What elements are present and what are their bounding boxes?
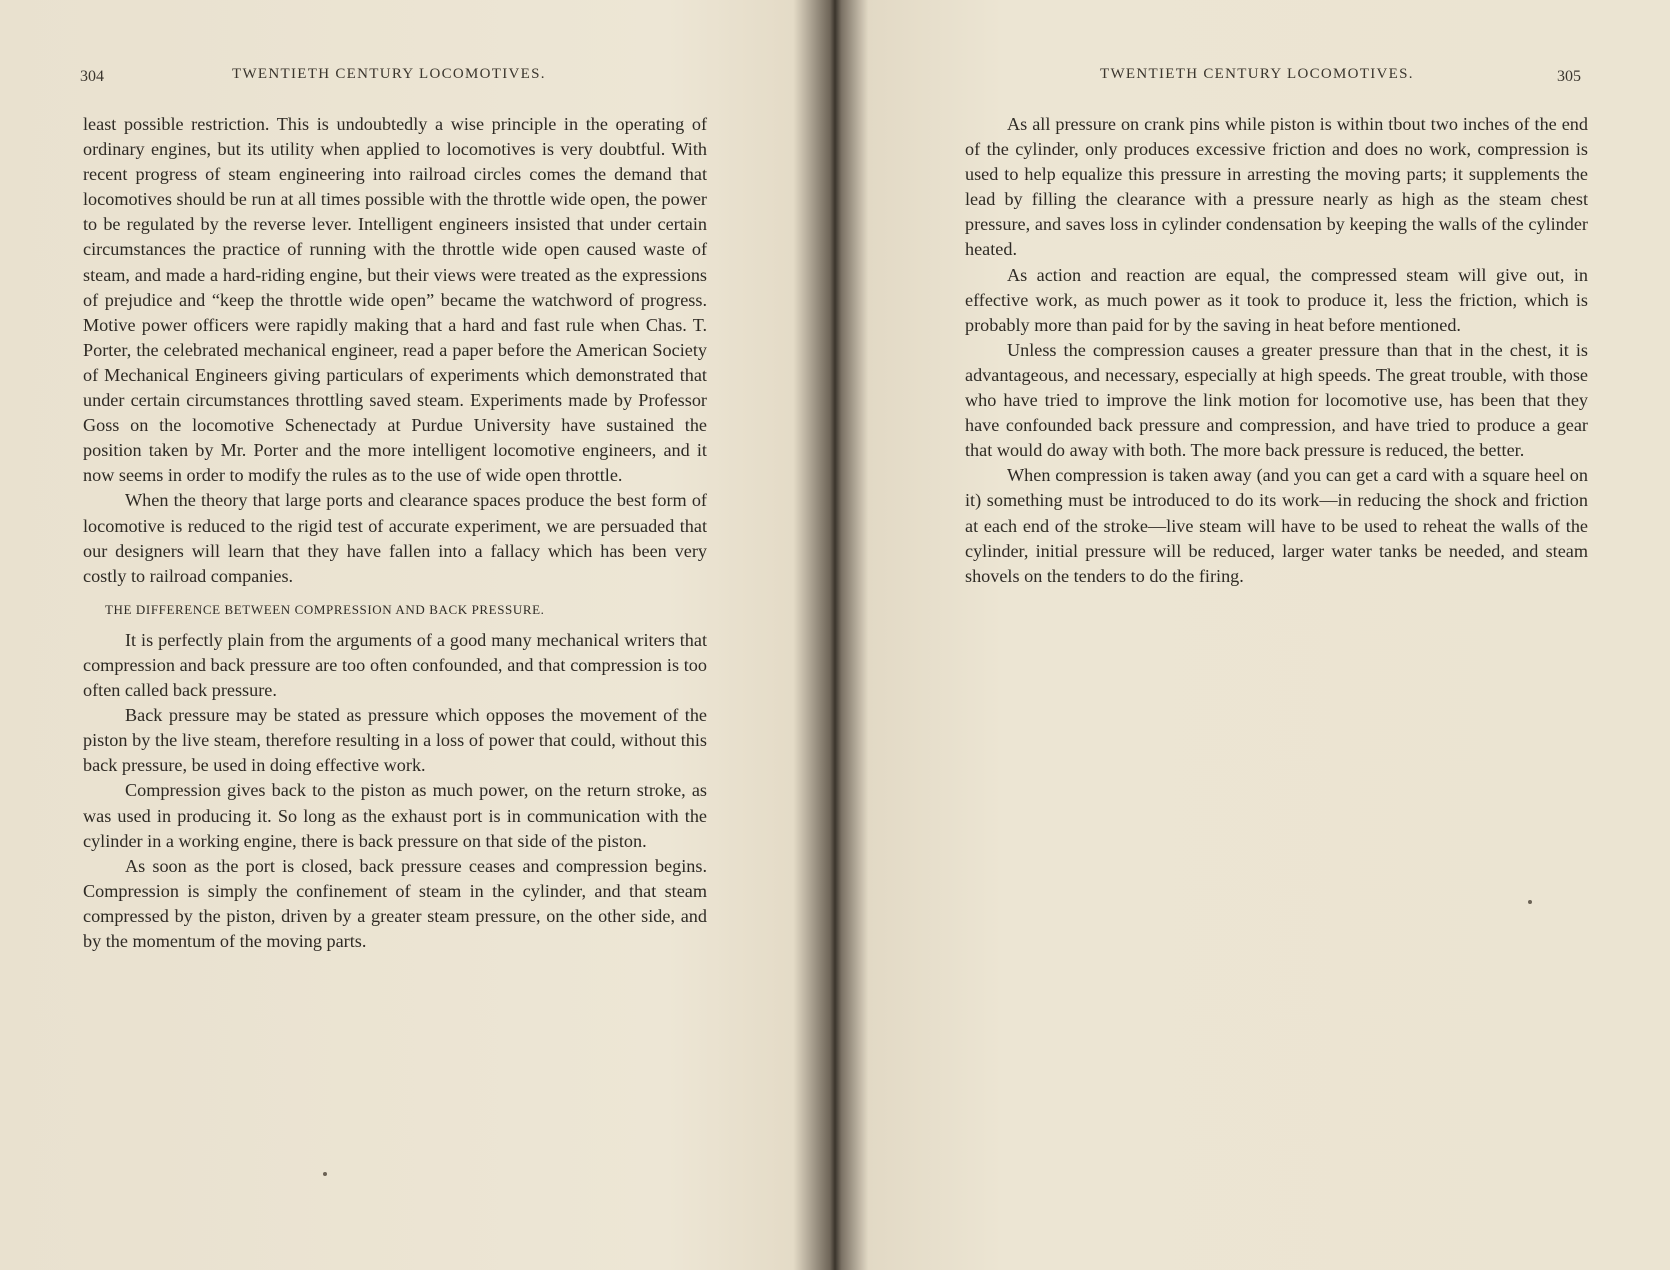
paper-speck [1528, 900, 1532, 904]
section-heading: THE DIFFERENCE BETWEEN COMPRESSION AND BACK PRESSURE. [105, 601, 545, 617]
running-head: TWENTIETH CENTURY LOCOMOTIVES. [1100, 66, 1414, 82]
right-page [845, 0, 1670, 1270]
paragraph: As all pressure on crank pins while piston is within tbout two inches of the end of the cylinder, only produces excessive friction and does no work, compression is used to help equalize this pressure in arresting the moving parts; it supplements the lead by filling the clearance with a pressure nearly as high as the steam chest pressure, and saves loss in cylinder condensation by keeping the walls of the cylinder heated. [965, 114, 1588, 260]
paragraph: Compression gives back to the piston as much power, on the return stroke, as was used in producing it. So long as the exhaust port is in communication with the cylinder in a working engine, there is back pressure on that side of the piston. [83, 780, 707, 851]
paragraph: As action and reaction are equal, the compressed steam will give out, in effective work, as much power as it took to produce it, less the friction, which is probably more than paid for by the saving in heat before mentioned. [965, 264, 1588, 335]
paragraph: When the theory that large ports and clearance spaces produce the best form of locomotive is reduced to the rigid test of accurate experiment, we are persuaded that our designers will learn that they have fallen into a fallacy which has been very costly to railroad companies. [83, 490, 707, 586]
page-number: 304 [80, 68, 104, 85]
paragraph: Back pressure may be stated as pressure which opposes the movement of the piston by the live steam, therefore resulting in a loss of power that could, without this back pressure, be used in doing effective work. [83, 705, 707, 776]
left-page [0, 0, 820, 1270]
paragraph: Unless the compression causes a greater pressure than that in the chest, it is advantageous, and necessary, especially at high speeds. The great trouble, with those who have tried to improve the link motion for locomotive use, has been that they have confounded back pressure and compression, and have tried to produce a gear that would do away with both. The more back pressure is reduced, the better. [965, 339, 1588, 461]
paper-speck [323, 1172, 327, 1176]
page-number: 305 [1557, 68, 1581, 85]
running-head: TWENTIETH CENTURY LOCOMOTIVES. [232, 66, 546, 82]
paragraph: It is perfectly plain from the arguments of a good many mechanical writers that compression and back pressure are too often confounded, and that compression is too often called back pressure. [83, 629, 707, 701]
paragraph: As soon as the port is closed, back pressure ceases and compression begins. Compression is simply the confinement of steam in the cylinder, and that steam compressed by the piston, driven by a greater steam pressure, on the other side, and by the momentum of the moving parts. [83, 855, 707, 951]
paragraph: least possible restriction. This is undoubtedly a wise principle in the operating of ordinary engines, but its utility when applied to locomotives is very doubtful. With recent progress of steam engineering into railroad circles comes the demand that locomotives should be run at all times possible with the throttle wide open, the power to be regulated by the reverse lever. Intelligent engineers insisted that under certain circumstances the practice of running with the throttle wide open caused waste of steam, and made a hard-riding engine, but their views were treated as the expressions of prejudice and “keep the throttle wide open” became the watchword of progress. Motive power officers were rapidly making that a hard and fast rule when Chas. T. Porter, the celebrated mechanical engineer, read a paper before the American Society of Mechanical Engineers giving particulars of experiments which demonstrated that under certain circumstances throttling saved steam. Experiments made by Professor Goss on the locomotive Schenectady at Purdue University have sustained the position taken by Mr. Porter and the more intelligent locomotive engineers, and it now seems in order to modify the rules as to the use of wide open throttle. [83, 114, 707, 486]
body-text [83, 112, 707, 954]
paragraph: When compression is taken away (and you can get a card with a square heel on it) something must be introduced to do its work—in reducing the shock and friction at each end of the stroke—live steam will have to be used to reheat the walls of the cylinder, initial pressure will be reduced, larger water tanks be needed, and steam shovels on the tenders to do the firing. [965, 465, 1588, 586]
body-text [965, 112, 1588, 589]
